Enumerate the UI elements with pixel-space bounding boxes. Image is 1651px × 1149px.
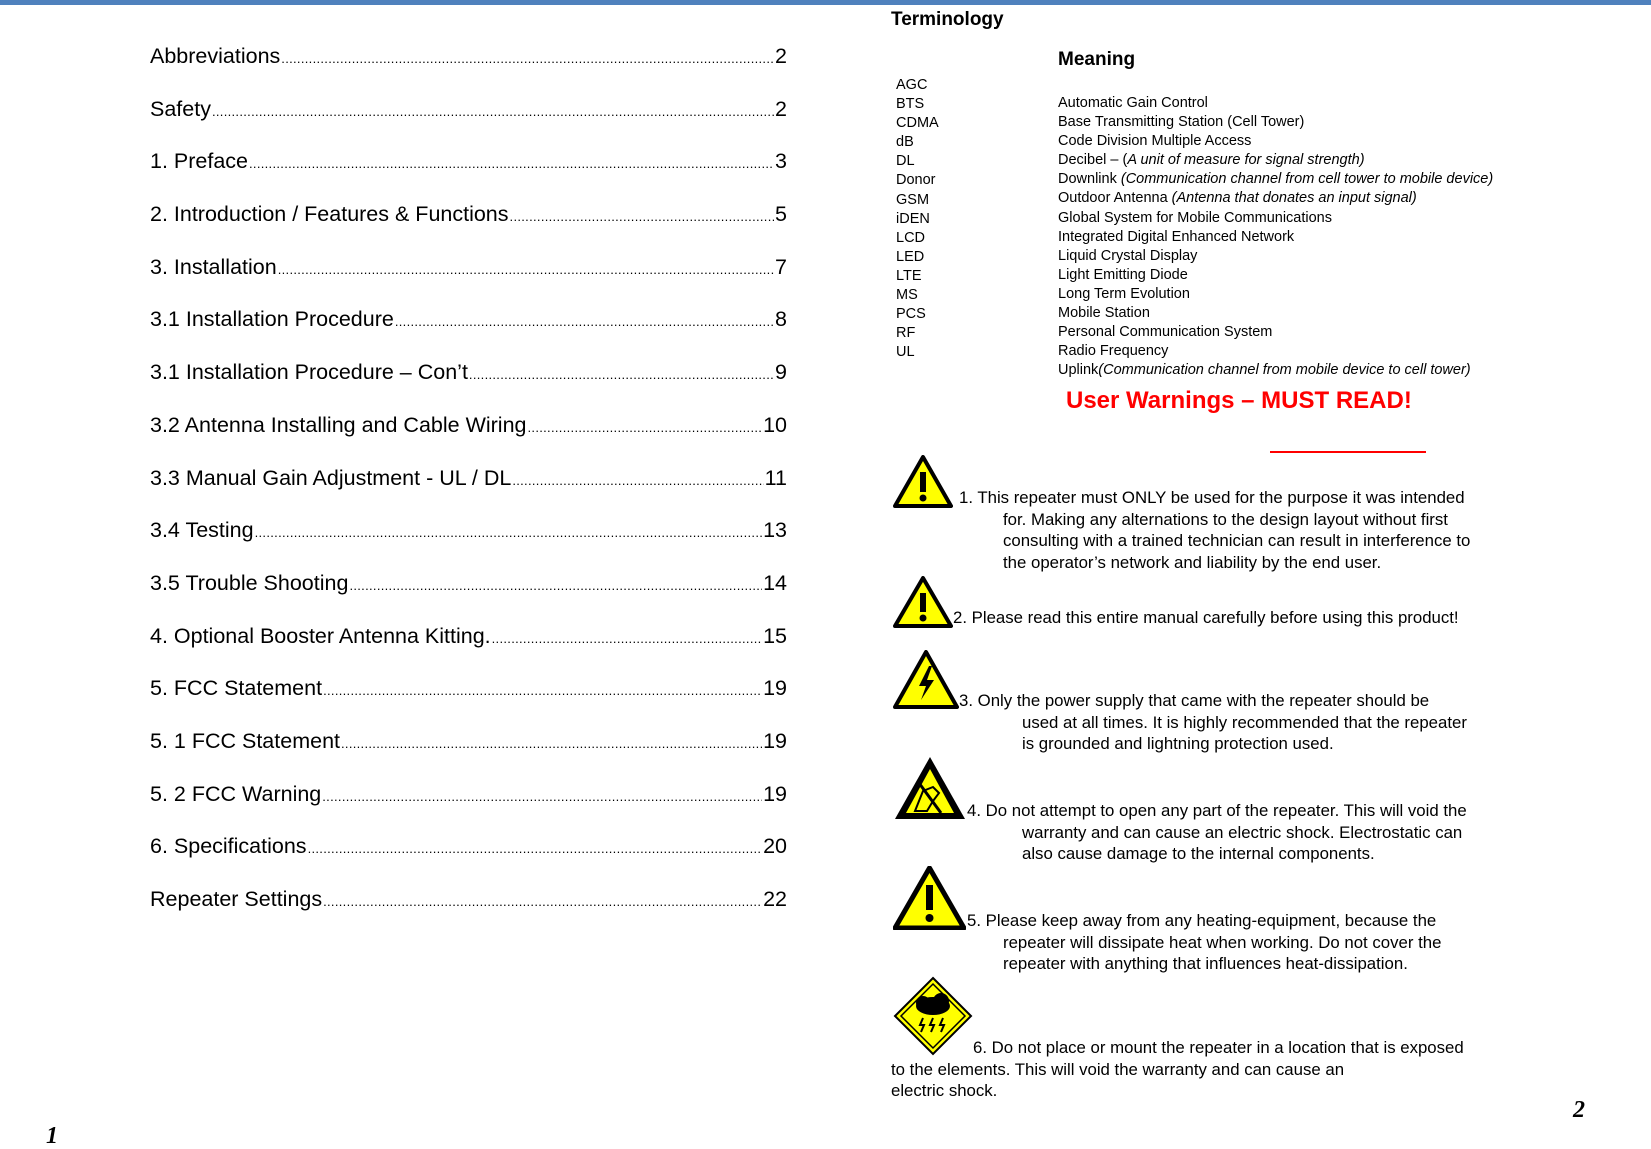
warning-line: is grounded and lightning protection used. <box>1022 734 1334 754</box>
abbreviation: BTS <box>896 96 925 113</box>
toc-dot-leader <box>528 415 763 441</box>
meaning-text: Uplink <box>1058 362 1099 379</box>
toc-entry-page: 14 <box>763 570 787 595</box>
toc-entry[interactable] <box>150 412 787 465</box>
meaning-text: Liquid Crystal Display <box>1058 247 1198 264</box>
warning-line: 5. Please keep away from any heating-equipment, because the <box>967 911 1437 930</box>
toc-entry-page: 2 <box>775 96 787 121</box>
toc-entry-title: 5. 2 FCC Warning <box>150 781 322 806</box>
meaning-text: Integrated Digital Enhanced Network <box>1058 228 1295 245</box>
toc-entry-title: 5. FCC Statement <box>150 676 323 701</box>
meaning-text: Base Transmitting Station (Cell Tower) <box>1058 114 1305 131</box>
toc-entry[interactable] <box>150 148 787 201</box>
toc-dot-leader <box>212 99 774 125</box>
toc-entry-page: 2 <box>775 44 787 68</box>
toc-dot-leader <box>469 362 774 388</box>
exclamation-warning-icon <box>893 455 953 508</box>
toc-entry-page: 11 <box>764 465 787 490</box>
toc-entry-page: 7 <box>775 254 787 279</box>
abbreviation: DL <box>896 153 915 170</box>
toc-entry-page: 5 <box>775 202 787 227</box>
meaning-item <box>1058 189 1493 208</box>
left-page-number: 1 <box>46 1123 58 1149</box>
warning-item <box>959 487 1470 573</box>
toc-entry-title: 3.4 Testing <box>150 518 254 543</box>
abbreviation: AGC <box>896 77 928 93</box>
meaning-text: Light Emitting Diode <box>1058 266 1188 283</box>
toc-entry-page: 3 <box>775 149 787 174</box>
abbreviation: CDMA <box>896 115 939 132</box>
right-page-number: 2 <box>1573 1097 1585 1123</box>
meaning-item <box>1058 170 1493 189</box>
toc-entry-page: 20 <box>763 834 787 859</box>
warning-line: 4. Do not attempt to open any part of the repeater. This will void the <box>967 801 1467 820</box>
meaning-note: (Communication channel from cell tower to mobile device) <box>1120 171 1494 188</box>
toc-dot-leader <box>341 731 762 757</box>
warning-item <box>953 607 1459 629</box>
warning-line: used at all times. It is highly recommended that the repeater <box>1022 712 1467 732</box>
abbreviation: iDEN <box>896 210 930 227</box>
meaning-text: Long Term Evolution <box>1058 285 1190 302</box>
toc-entry[interactable] <box>150 886 787 939</box>
user-warnings-title: User Warnings – MUST READ! <box>1066 387 1412 414</box>
meaning-text: Mobile Station <box>1058 305 1150 322</box>
toc-entry-title: 3.1 Installation Procedure – Con’t <box>150 360 468 385</box>
meaning-item <box>1058 285 1493 304</box>
meaning-item <box>1058 132 1493 151</box>
toc-entry-page: 19 <box>763 728 787 753</box>
warning-line: for. Making any alternations to the design layout without first <box>1003 509 1448 529</box>
meaning-heading: Meaning <box>1058 49 1136 70</box>
toc-dot-leader <box>395 309 774 335</box>
toc-entry[interactable] <box>150 833 787 886</box>
toc-entry-title: 5. 1 FCC Statement <box>150 728 340 753</box>
toc-entry[interactable] <box>150 570 787 623</box>
toc-entry[interactable] <box>150 728 787 781</box>
toc-entry-page: 15 <box>763 623 787 648</box>
abbreviation: UL <box>896 344 915 361</box>
toc-entry-title: 3.1 Installation Procedure <box>150 307 394 332</box>
toc-dot-leader <box>255 520 762 546</box>
meaning-list <box>1058 94 1493 380</box>
toc-dot-leader <box>278 257 774 283</box>
warning-line: consulting with a trained technician can result in interference to <box>1003 531 1471 551</box>
warning-line: repeater will dissipate heat when working. Do not cover the <box>1003 932 1442 952</box>
toc-entry[interactable] <box>150 43 787 96</box>
exclamation-warning-icon <box>893 866 966 930</box>
toc-entry[interactable] <box>150 359 787 412</box>
warning-line: to the elements. This will void the warranty and can cause an <box>891 1059 1345 1079</box>
warning-line: repeater with anything that influences heat-dissipation. <box>1003 954 1408 974</box>
toc-entry-page: 10 <box>763 412 787 437</box>
toc-entry-title: 3.5 Trouble Shooting <box>150 570 349 595</box>
meaning-item <box>1058 247 1493 266</box>
toc-dot-leader <box>512 468 763 494</box>
warning-line: electric shock. <box>891 1081 998 1101</box>
warning-line: 1. This repeater must ONLY be used for the purpose it was intended <box>959 488 1465 507</box>
toc-entry-title: 3. Installation <box>150 254 277 279</box>
toc-entry[interactable] <box>150 96 787 149</box>
toc-entry-page: 8 <box>775 307 787 332</box>
toc-dot-leader <box>323 678 762 704</box>
meaning-item <box>1058 342 1493 361</box>
toc-entry-page: 22 <box>763 887 787 911</box>
abbreviation: LCD <box>896 229 926 246</box>
meaning-item <box>1058 228 1493 247</box>
abbreviation: MS <box>896 287 918 304</box>
toc-entry[interactable] <box>150 465 787 518</box>
meaning-item <box>1058 94 1493 113</box>
abbreviation: RF <box>896 325 916 342</box>
toc-entry-title: 4. Optional Booster Antenna Kitting. <box>150 623 491 648</box>
meaning-text: Decibel – ( <box>1058 152 1128 169</box>
meaning-text: Radio Frequency <box>1058 343 1169 360</box>
meaning-text: Personal Communication System <box>1058 324 1273 341</box>
meaning-item <box>1058 323 1493 342</box>
meaning-item <box>1058 304 1493 323</box>
toc-dot-leader <box>308 836 763 862</box>
abbreviation-list <box>896 76 939 362</box>
meaning-text: Downlink <box>1058 171 1121 188</box>
meaning-text: Automatic Gain Control <box>1058 95 1208 111</box>
abbreviation: Donor <box>896 172 936 189</box>
top-border-bar <box>0 0 1651 5</box>
abbreviation: PCS <box>896 306 926 323</box>
warning-line: 2. Please read this entire manual carefully before using this product! <box>953 608 1459 627</box>
meaning-item <box>1058 361 1493 380</box>
toc-entry[interactable] <box>150 517 787 570</box>
toc-entry[interactable] <box>150 781 787 834</box>
toc-dot-leader <box>349 573 762 599</box>
toc-entry-title: Safety <box>150 96 211 121</box>
abbreviation: LED <box>896 248 925 265</box>
exclamation-warning-icon <box>893 576 953 628</box>
meaning-item <box>1058 266 1493 285</box>
toc-dot-leader <box>281 46 774 72</box>
electric-shock-warning-icon <box>893 650 959 709</box>
warning-line: warranty and can cause an electric shock. Electrostatic can <box>1022 822 1463 842</box>
toc-dot-leader <box>492 626 762 652</box>
toc-entry-title: 3.2 Antenna Installing and Cable Wiring <box>150 412 527 437</box>
abbreviation: dB <box>896 134 914 151</box>
toc-entry-page: 19 <box>763 676 787 701</box>
toc-entry-page: 19 <box>763 781 787 806</box>
warning-line: the operator’s network and liability by the end user. <box>1003 552 1382 572</box>
toc-dot-leader <box>322 784 762 810</box>
esd-warning-icon <box>893 755 967 821</box>
toc-entry-page: 9 <box>775 360 787 385</box>
toc-entry-title: 3.3 Manual Gain Adjustment - UL / DL <box>150 465 512 490</box>
meaning-text: Global System for Mobile Communications <box>1058 209 1332 226</box>
abbreviation: LTE <box>896 267 922 284</box>
warning-item <box>967 800 1467 865</box>
toc-dot-leader <box>249 151 774 177</box>
toc-entry-title: Repeater Settings <box>150 887 323 911</box>
title-underline <box>1270 451 1426 453</box>
terminology-heading: Terminology <box>891 9 1004 30</box>
toc-entry-title: 6. Specifications <box>150 834 307 859</box>
toc-entry[interactable] <box>150 254 787 307</box>
warning-line: also cause damage to the internal components. <box>1022 844 1375 864</box>
meaning-note: A unit of measure for signal strength) <box>1127 152 1365 169</box>
toc-entry-title: 1. Preface <box>150 149 248 174</box>
meaning-item <box>1058 209 1493 228</box>
toc-entry[interactable] <box>150 306 787 359</box>
abbreviation: GSM <box>896 191 930 208</box>
toc-entry-title: Abbreviations <box>150 44 281 68</box>
meaning-note: (Communication channel from mobile device to cell tower) <box>1098 362 1471 379</box>
warning-item <box>967 910 1441 975</box>
toc-entry[interactable] <box>150 201 787 254</box>
meaning-text: Code Division Multiple Access <box>1058 133 1252 150</box>
warning-line: 3. Only the power supply that came with the repeater should be <box>959 691 1430 710</box>
warning-item <box>959 690 1467 755</box>
meaning-text: Outdoor Antenna <box>1058 190 1172 207</box>
toc-dot-leader <box>323 889 762 915</box>
toc-entry[interactable] <box>150 623 787 676</box>
meaning-note: (Antenna that donates an input signal) <box>1171 190 1417 207</box>
toc-dot-leader <box>510 204 775 230</box>
toc-entry[interactable] <box>150 675 787 728</box>
warning-line: 6. Do not place or mount the repeater in a location that is exposed <box>973 1038 1464 1057</box>
meaning-item <box>1058 151 1493 170</box>
toc-entry-title: 2. Introduction / Features & Functions <box>150 202 509 227</box>
meaning-item <box>1058 113 1493 132</box>
toc-entry-page: 13 <box>763 518 787 543</box>
table-of-contents <box>150 43 787 939</box>
warning-item <box>891 1037 1464 1102</box>
